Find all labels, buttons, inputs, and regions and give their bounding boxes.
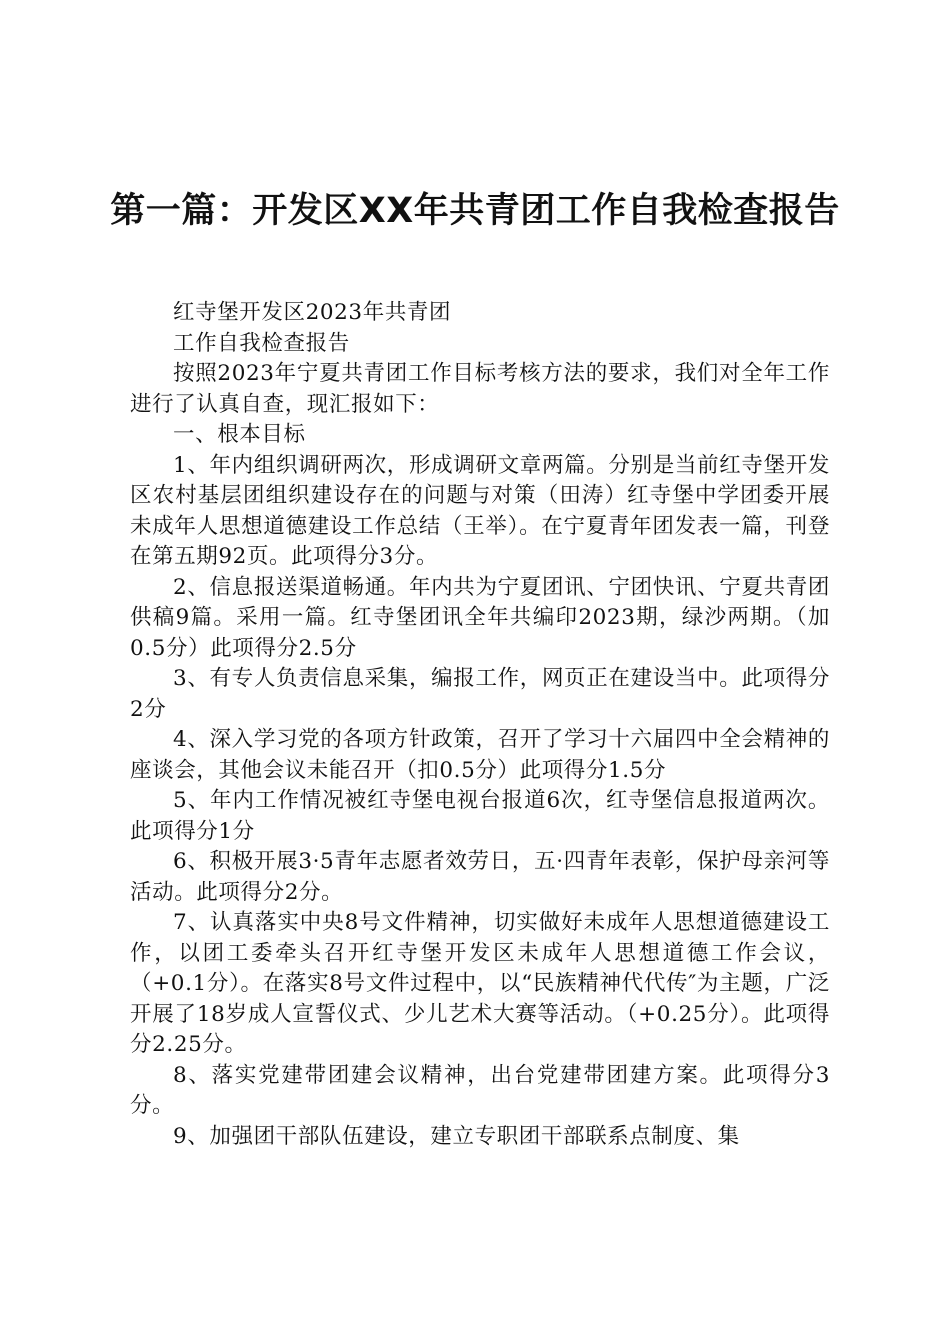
paragraph-item-8: 8、落实党建带团建会议精神，出台党建带团建方案。此项得分3分。: [130, 1062, 830, 1118]
paragraph-item-7: 7、认真落实中央8号文件精神，切实做好未成年人思想道德建设工作，以团工委牵头召开红寺堡开发区未成年人思想道德工作会议，（+0.1分）。在落实8号文件过程中，以“民族精神代代传″为主题，广泛开展了18岁成人宣誓仪式、少儿艺术大赛等活动。（+0.25分）。此项得分2.25分。: [130, 910, 830, 1057]
paragraph-item-5: 5、年内工作情况被红寺堡电视台报道6次，红寺堡信息报道两次。此项得分1分: [130, 788, 830, 844]
paragraph-item-9: 9、加强团干部队伍建设，建立专职团干部联系点制度、集: [173, 1123, 740, 1149]
document-body: [130, 298, 830, 1152]
paragraph-item-6: 6、积极开展3·5青年志愿者效劳日，五·四青年表彰，保护母亲河等活动。此项得分2分。: [130, 849, 830, 905]
paragraph-item-1: 1、年内组织调研两次，形成调研文章两篇。分别是当前红寺堡开发区农村基层团组织建设存在的问题与对策（田涛）红寺堡中学团委开展未成年人思想道德建设工作总结（王举）。在宁夏青年团发表一篇，刊登在第五期92页。此项得分3分。: [130, 452, 830, 569]
paragraph-org-line: 红寺堡开发区2023年共青团: [173, 300, 452, 325]
paragraph-intro: 按照2023年宁夏共青团工作目标考核方法的要求，我们对全年工作进行了认真自查，现汇报如下：: [130, 361, 830, 417]
paragraph-item-4: 4、深入学习党的各项方针政策，召开了学习十六届四中全会精神的座谈会，其他会议未能召开（扣0.5分）此项得分1.5分: [130, 727, 830, 783]
paragraph-report-name: 工作自我检查报告: [173, 330, 350, 356]
paragraph-item-3: 3、有专人负责信息采集，编报工作，网页正在建设当中。此项得分2分: [130, 666, 830, 722]
paragraph-item-2: 2、信息报送渠道畅通。年内共为宁夏团讯、宁团快讯、宁夏共青团供稿9篇。采用一篇。红寺堡团讯全年共编印2023期，绿沙两期。（加0.5分）此项得分2.5分: [130, 574, 830, 661]
document-title: 第一篇：开发区XX年共青团工作自我检查报告: [110, 191, 840, 231]
section-heading-basic-goals: 一、根本目标: [173, 422, 306, 447]
